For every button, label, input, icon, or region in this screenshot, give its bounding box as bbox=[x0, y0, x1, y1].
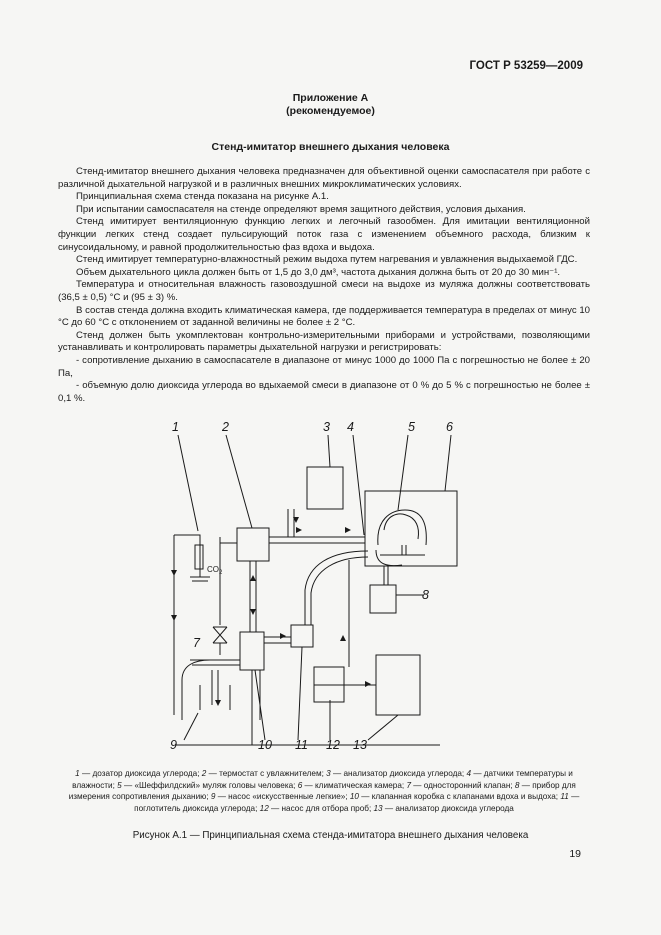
legend-text: — анализатор диоксида углерода bbox=[382, 803, 514, 813]
legend-number: 9 bbox=[210, 792, 216, 802]
legend-text: — насос «искусственные легкие»; bbox=[215, 792, 350, 802]
label-9: 9 bbox=[170, 738, 177, 752]
legend-text: — анализатор диоксида углерода; bbox=[330, 769, 467, 778]
paragraph: - объемную долю диоксида углерода во вдыхаемой смеси в диапазоне от 0 % до 5 % с погрешностью не более ± 0,1 %. bbox=[58, 380, 590, 404]
legend-text: — поглотитель диоксида углерода; bbox=[134, 792, 580, 813]
paragraph: Принципиальная схема стенда показана на рисунке А.1. bbox=[76, 191, 329, 203]
page-number: 19 bbox=[569, 848, 581, 860]
legend-text: — «Шеффилдский» муляж головы человека; bbox=[121, 780, 298, 790]
appendix-title: Приложение А bbox=[292, 92, 369, 104]
legend-number: 1 bbox=[75, 769, 80, 778]
section-title: Стенд-имитатор внешнего дыхания человека bbox=[211, 141, 450, 153]
body-text bbox=[58, 166, 590, 405]
legend-text: — односторонний клапан; bbox=[411, 780, 515, 790]
co2-dosator bbox=[174, 535, 200, 715]
label-8: 8 bbox=[422, 588, 429, 602]
legend-number: 6 bbox=[297, 780, 303, 790]
co2-label: $CO_2$ bbox=[207, 565, 223, 576]
label-7: 7 bbox=[193, 636, 200, 650]
legend-number: 4 bbox=[466, 769, 472, 778]
artificial-lungs-pump bbox=[182, 660, 260, 720]
label-6: 6 bbox=[446, 420, 453, 434]
figure-caption: Рисунок А.1 — Принципиальная схема стенда-имитатора внешнего дыхания человека bbox=[132, 830, 529, 841]
paragraph: В состав стенда должна входить климатическая камера, где поддерживается температура в пределах от минус 10 °С до 60 °С с отклонением от заданной величины не более ± 2 °С. bbox=[58, 304, 590, 329]
label-11: 11 bbox=[295, 738, 308, 752]
figure-legend bbox=[58, 768, 590, 814]
paragraph: Стенд-имитатор внешнего дыхания человека предназначен для объективной оценки самоспасателя при работе с различной дыхательной нагрузкой и в различных внешних микроклиматических условиях. bbox=[58, 166, 590, 190]
legend-number: 11 bbox=[560, 792, 569, 802]
paragraph: Температура и относительная влажность газовоздушной смеси на выдохе из муляжа должны соответствовать (36,5 ± 0,5) °С и (95 ± 3) %. bbox=[58, 279, 590, 303]
co2-absorber bbox=[291, 625, 313, 647]
co2-analyzer-3 bbox=[307, 467, 343, 509]
test-stand-diagram bbox=[140, 415, 470, 760]
legend-text: — климатическая камера; bbox=[302, 780, 407, 790]
legend-text: — прибор для измерения сопротивления дыханию; bbox=[68, 780, 576, 802]
label-1: 1 bbox=[172, 420, 179, 434]
legend-number: 10 bbox=[349, 792, 359, 802]
label-12: 12 bbox=[326, 738, 340, 752]
standard-number: ГОСТ Р 53259—2009 bbox=[469, 60, 583, 72]
valve-box bbox=[240, 632, 264, 670]
legend-text: — дозатор диоксида углерода; bbox=[79, 769, 202, 778]
paragraph: Стенд имитирует вентиляционную функцию легких и легочный газообмен. Для имитации вентиляционной функции легких стенд создает пульсирующий поток газа с изменением объемного расхода, близким к синусоидальному, и равной продолжительностью фаз вдоха и выдоха. bbox=[58, 216, 590, 253]
legend-number: 13 bbox=[373, 803, 383, 813]
label-10: 10 bbox=[258, 738, 272, 752]
head-dummy bbox=[378, 510, 426, 545]
paragraph: При испытании самоспасателя на стенде определяют время защитного действия, условия дыхания. bbox=[76, 203, 526, 215]
legend-text: — датчики температуры и влажности; bbox=[72, 769, 573, 790]
legend-number: 7 bbox=[406, 780, 412, 790]
legend-number: 8 bbox=[514, 780, 520, 790]
paragraph: Объем дыхательного цикла должен быть от 1,5 до 3,0 дм³, частота дыхания должна быть от 20 до 30 мин⁻¹. bbox=[76, 266, 561, 278]
co2-analyzer-13 bbox=[376, 655, 420, 715]
label-5: 5 bbox=[408, 420, 415, 434]
paragraph: Стенд имитирует температурно-влажностный режим выдоха путем нагревания и увлажнения выдыхаемой ГДС. bbox=[76, 254, 578, 266]
legend-text: — насос для отбора проб; bbox=[268, 803, 374, 813]
resistance-meter bbox=[370, 585, 396, 613]
label-3: 3 bbox=[323, 420, 330, 434]
legend-number: 5 bbox=[117, 780, 122, 790]
paragraph: - сопротивление дыханию в самоспасателе в диапазоне от минус 1000 до 1000 Па с погрешностью не более ± 20 Па, bbox=[58, 354, 590, 379]
label-13: 13 bbox=[353, 738, 367, 752]
legend-number: 12 bbox=[259, 803, 269, 813]
legend-text: — клапанная коробка с клапанами вдоха и выдоха; bbox=[358, 792, 561, 802]
legend-text: — термостат с увлажнителем; bbox=[206, 769, 327, 778]
label-4: 4 bbox=[347, 420, 354, 434]
check-valve bbox=[213, 627, 227, 643]
legend-number: 2 bbox=[201, 769, 207, 778]
appendix-subtitle: (рекомендуемое) bbox=[286, 105, 375, 117]
thermostat-box bbox=[237, 528, 269, 561]
label-2: 2 bbox=[222, 420, 229, 434]
legend-number: 3 bbox=[326, 769, 331, 778]
paragraph: Стенд должен быть укомплектован контрольно-измерительными приборами и устройствами, позволяющими устанавливать и контролировать параметры дыхательной нагрузки и регистрировать: bbox=[58, 329, 590, 354]
